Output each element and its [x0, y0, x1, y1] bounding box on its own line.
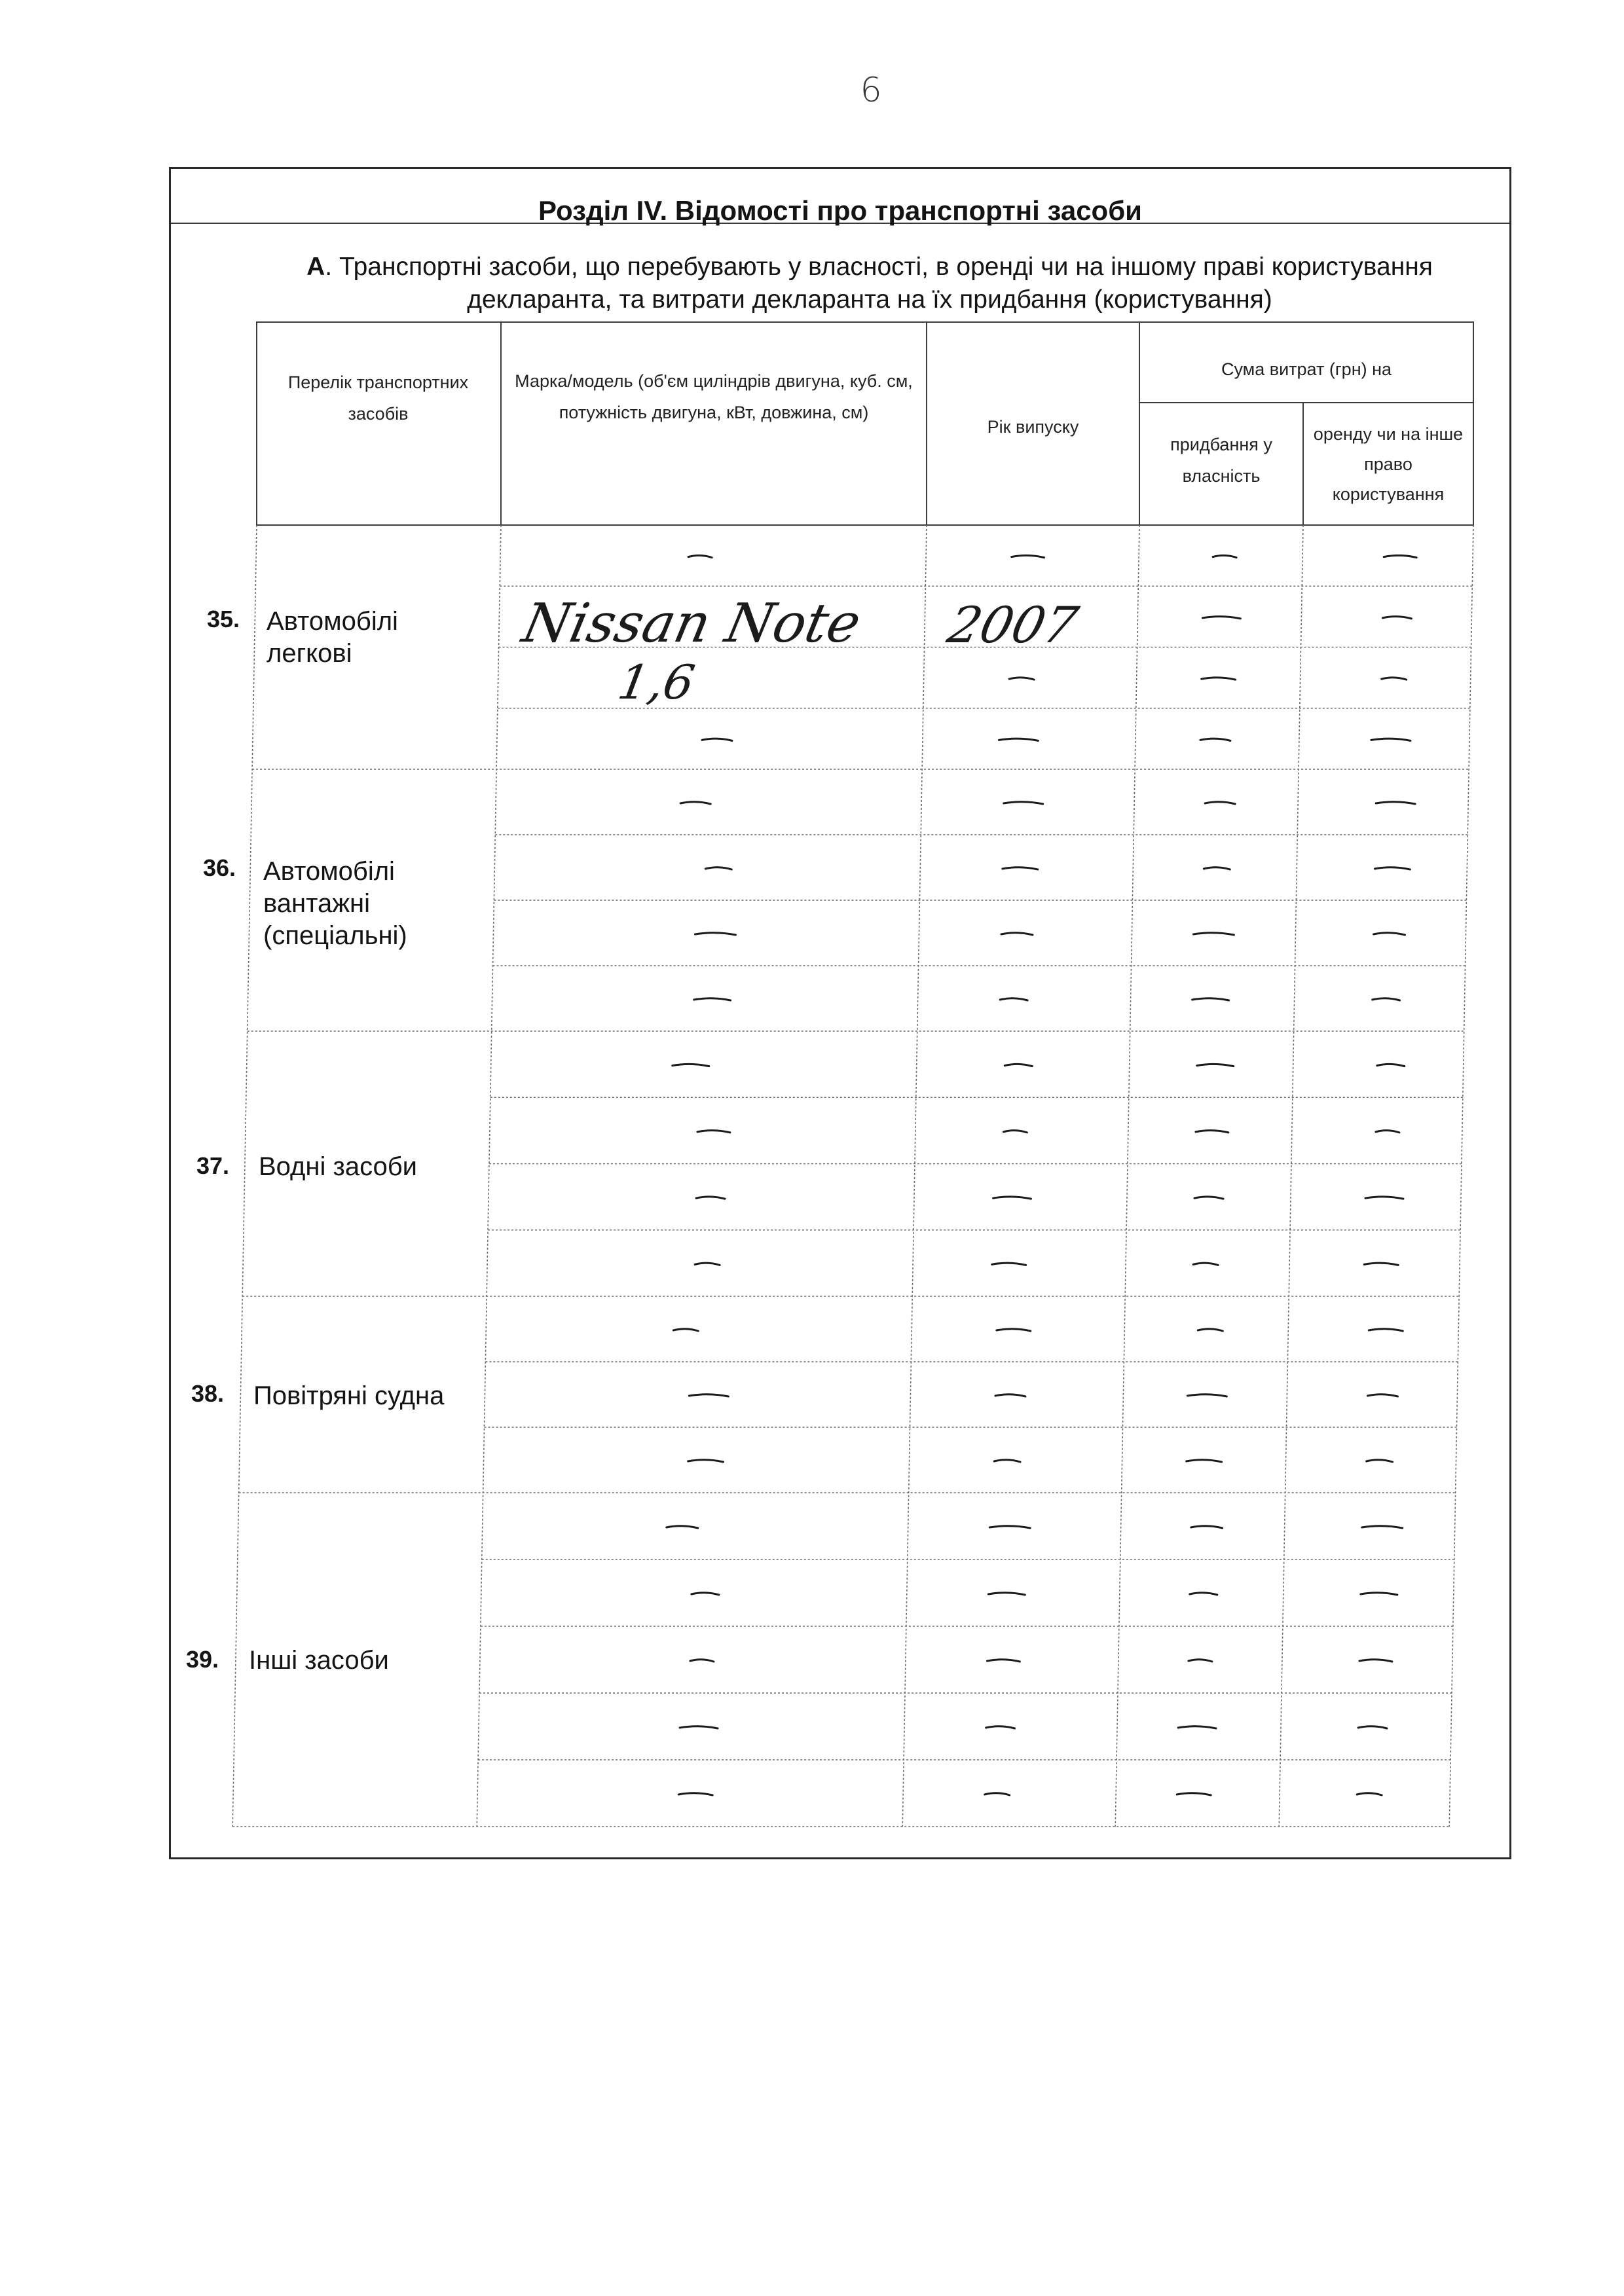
dash-mark-4-3-3	[1358, 1726, 1387, 1728]
dash-mark-0-3-2	[1200, 738, 1230, 740]
dash-mark-3-0-3	[1369, 1329, 1403, 1331]
dash-mark-4-4-2	[1177, 1793, 1211, 1795]
dash-mark-2-2-0	[696, 1197, 725, 1199]
handwritten-year: 2007	[942, 596, 1084, 654]
dash-mark-2-3-0	[695, 1263, 720, 1265]
dash-mark-4-1-1	[988, 1593, 1025, 1595]
category-number-36: 36.	[202, 854, 236, 881]
dash-mark-4-0-0	[667, 1526, 698, 1528]
dash-mark-3-1-1	[995, 1394, 1025, 1396]
dash-mark-2-2-2	[1194, 1197, 1223, 1199]
category-number-35: 35.	[206, 606, 240, 632]
category-label-36: Автомобілі вантажні (спеціальні)	[263, 857, 407, 950]
dash-mark-3-0-1	[997, 1329, 1031, 1331]
dash-mark-2-3-1	[992, 1263, 1026, 1265]
dash-mark-4-2-2	[1189, 1660, 1212, 1662]
dash-mark-4-2-1	[987, 1660, 1020, 1662]
header-rent: оренду чи на інше право користування	[1313, 424, 1464, 504]
dash-mark-4-2-3	[1359, 1660, 1392, 1662]
dash-mark-3-2-2	[1187, 1460, 1222, 1462]
dash-mark-1-1-2	[1204, 867, 1230, 869]
dash-mark-4-2-0	[690, 1660, 714, 1662]
category-label-35: Автомобілі легкові	[267, 607, 398, 668]
dash-mark-1-0-0	[680, 802, 710, 804]
dash-mark-1-1-3	[1375, 867, 1410, 869]
dash-mark-3-0-0	[673, 1329, 698, 1331]
dash-mark-0-0-0	[688, 555, 712, 557]
dash-mark-2-0-1	[1005, 1064, 1032, 1066]
dash-mark-1-3-2	[1192, 998, 1229, 1000]
dash-mark-0-2-1	[1009, 678, 1034, 680]
dash-mark-2-1-3	[1376, 1131, 1399, 1133]
category-number-39: 39.	[185, 1646, 219, 1673]
category-label-37: Водні засоби	[259, 1152, 418, 1181]
dash-mark-4-1-0	[692, 1593, 719, 1595]
dash-mark-4-1-3	[1361, 1593, 1397, 1595]
dash-mark-3-1-2	[1187, 1394, 1227, 1396]
dash-mark-2-2-3	[1365, 1197, 1403, 1199]
dash-mark-0-1-2	[1202, 617, 1240, 619]
header-brand: Марка/модель (об'єм циліндрів двигуна, куб. см, потужність двигуна, кВт, довжина, см)	[515, 371, 913, 422]
dash-mark-1-1-1	[1003, 867, 1038, 869]
dash-mark-1-3-1	[1000, 998, 1027, 1000]
header-list: Перелік транспортних засобів	[287, 373, 469, 424]
dash-mark-2-3-3	[1364, 1263, 1398, 1265]
dash-mark-1-0-1	[1004, 802, 1043, 804]
dash-mark-4-0-2	[1191, 1526, 1223, 1528]
dash-mark-2-0-3	[1377, 1064, 1405, 1066]
dash-mark-1-2-1	[1001, 933, 1033, 935]
dash-mark-0-3-0	[702, 738, 732, 740]
dash-mark-4-1-2	[1190, 1593, 1217, 1595]
dash-mark-3-2-0	[688, 1460, 724, 1462]
dash-mark-1-2-3	[1373, 933, 1405, 935]
dash-mark-1-2-2	[1193, 933, 1234, 935]
dash-mark-0-0-2	[1213, 555, 1236, 557]
dash-mark-4-0-1	[989, 1526, 1030, 1528]
dash-mark-4-3-1	[986, 1726, 1015, 1728]
dash-mark-4-0-3	[1362, 1526, 1403, 1528]
category-label-38: Повітряні судна	[253, 1381, 445, 1410]
category-label-39: Інші засоби	[249, 1646, 389, 1675]
dash-mark-3-1-0	[689, 1394, 728, 1396]
dash-mark-2-1-2	[1196, 1131, 1228, 1133]
dash-mark-0-2-3	[1382, 678, 1407, 680]
header-year: Рік випуску	[987, 417, 1079, 437]
dash-mark-2-2-1	[993, 1197, 1031, 1199]
dash-mark-4-4-0	[678, 1793, 712, 1795]
dash-mark-3-0-2	[1198, 1329, 1223, 1331]
dash-mark-0-3-3	[1371, 738, 1411, 740]
dash-mark-2-3-2	[1193, 1263, 1218, 1265]
dash-mark-3-2-3	[1367, 1460, 1393, 1462]
dash-mark-0-3-1	[999, 738, 1038, 740]
handwritten-model: Nissan Note	[517, 592, 866, 655]
dash-mark-4-3-0	[680, 1726, 718, 1728]
section-title: Розділ IV. Відомості про транспортні засоби	[538, 195, 1142, 226]
subtitle-text: . Транспортні засоби, що перебувають у власності, в оренді чи на іншому праві користування декларанта, та витрати декларанта на їх придбання (користування)	[325, 253, 1433, 314]
subtitle-letter: А	[306, 253, 325, 281]
dash-mark-1-3-3	[1373, 998, 1400, 1000]
dash-mark-2-1-0	[697, 1131, 730, 1133]
dash-mark-1-2-0	[695, 933, 735, 935]
handwritten-engine: 1,6	[614, 655, 699, 710]
category-number-38: 38.	[191, 1380, 224, 1407]
dash-mark-0-0-1	[1012, 555, 1044, 557]
dash-mark-0-2-2	[1202, 678, 1236, 680]
dash-mark-4-4-1	[985, 1793, 1010, 1795]
dash-mark-0-0-3	[1384, 555, 1416, 557]
header-purchase: придбання у власність	[1170, 435, 1272, 486]
dash-mark-4-3-2	[1178, 1726, 1216, 1728]
dash-mark-4-4-3	[1357, 1793, 1382, 1795]
dash-mark-2-0-0	[673, 1064, 709, 1066]
dash-mark-1-3-0	[694, 998, 731, 1000]
header-sum: Сума витрат (грн) на	[1221, 359, 1392, 379]
dash-mark-1-1-0	[705, 867, 731, 869]
page-number: 6	[860, 71, 882, 110]
dash-mark-1-0-3	[1376, 802, 1415, 804]
dash-mark-1-0-2	[1205, 802, 1235, 804]
dash-mark-2-0-2	[1197, 1064, 1234, 1066]
category-number-37: 37.	[196, 1152, 229, 1179]
dash-mark-3-2-1	[994, 1460, 1020, 1462]
dash-mark-0-1-3	[1382, 617, 1411, 619]
dash-mark-2-1-1	[1003, 1131, 1027, 1133]
dash-mark-3-1-3	[1367, 1394, 1397, 1396]
